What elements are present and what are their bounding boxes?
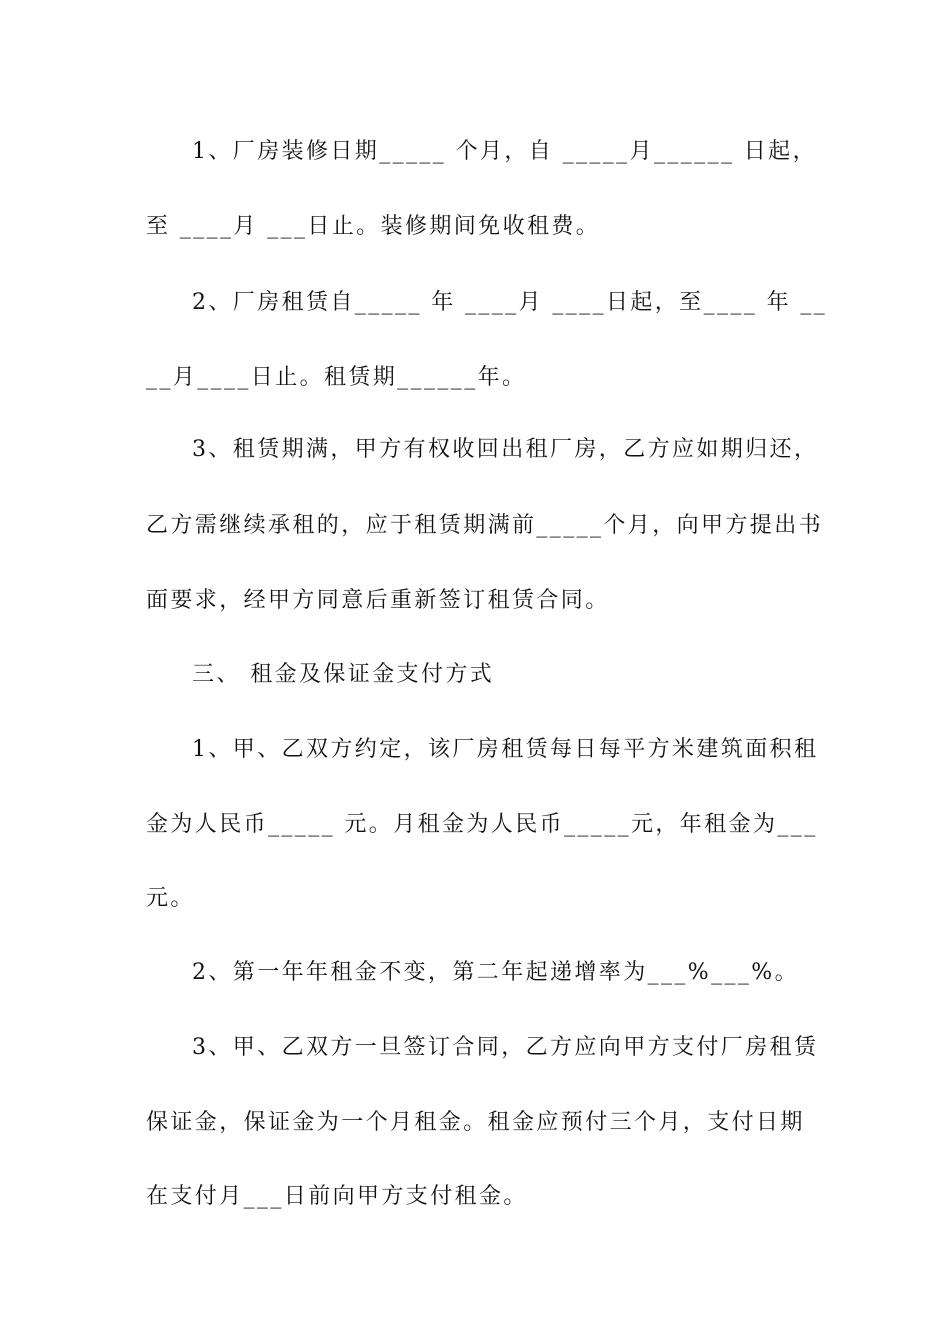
rent-clause-3-line-3: 在支付月___日前向甲方支付租金。 (146, 1184, 528, 1209)
rent-clause-3-line-1: 3、甲、乙双方一旦签订合同，乙方应向甲方支付厂房租赁 (192, 1035, 819, 1060)
rent-clause-3-line-2: 保证金，保证金为一个月租金。租金应预付三个月，支付日期 (146, 1110, 805, 1135)
clause-3-line-3: 面要求，经甲方同意后重新签订租赁合同。 (146, 588, 610, 613)
clause-2-line-1: 2、厂房租赁自_____ 年 ____月 ____日起，至____ 年 __ (192, 290, 828, 315)
rent-clause-1-line-3: 元。 (146, 886, 195, 911)
clause-3-line-1: 3、租赁期满，甲方有权收回出租厂房，乙方应如期归还， (192, 437, 819, 462)
rent-clause-1-line-1: 1、甲、乙双方约定，该厂房租赁每日每平方米建筑面积租 (192, 737, 819, 762)
section-heading: 三、 租金及保证金支付方式 (192, 662, 495, 687)
rent-clause-2-line-1: 2、第一年年租金不变，第二年起递增率为___%___%。 (192, 960, 800, 985)
clause-2-line-2: __月____日止。租赁期______年。 (146, 365, 527, 390)
clause-3-line-2: 乙方需继续承租的，应于租赁期满前_____个月，向甲方提出书 (146, 513, 824, 538)
clause-1-line-1: 1、厂房装修日期_____ 个月，自 _____月______ 日起， (192, 139, 817, 164)
clause-1-line-2: 至 ____月 ___日止。装修期间免收租费。 (146, 214, 601, 239)
rent-clause-1-line-2: 金为人民币_____ 元。月租金为人民币_____元，年租金为___ (146, 812, 818, 837)
